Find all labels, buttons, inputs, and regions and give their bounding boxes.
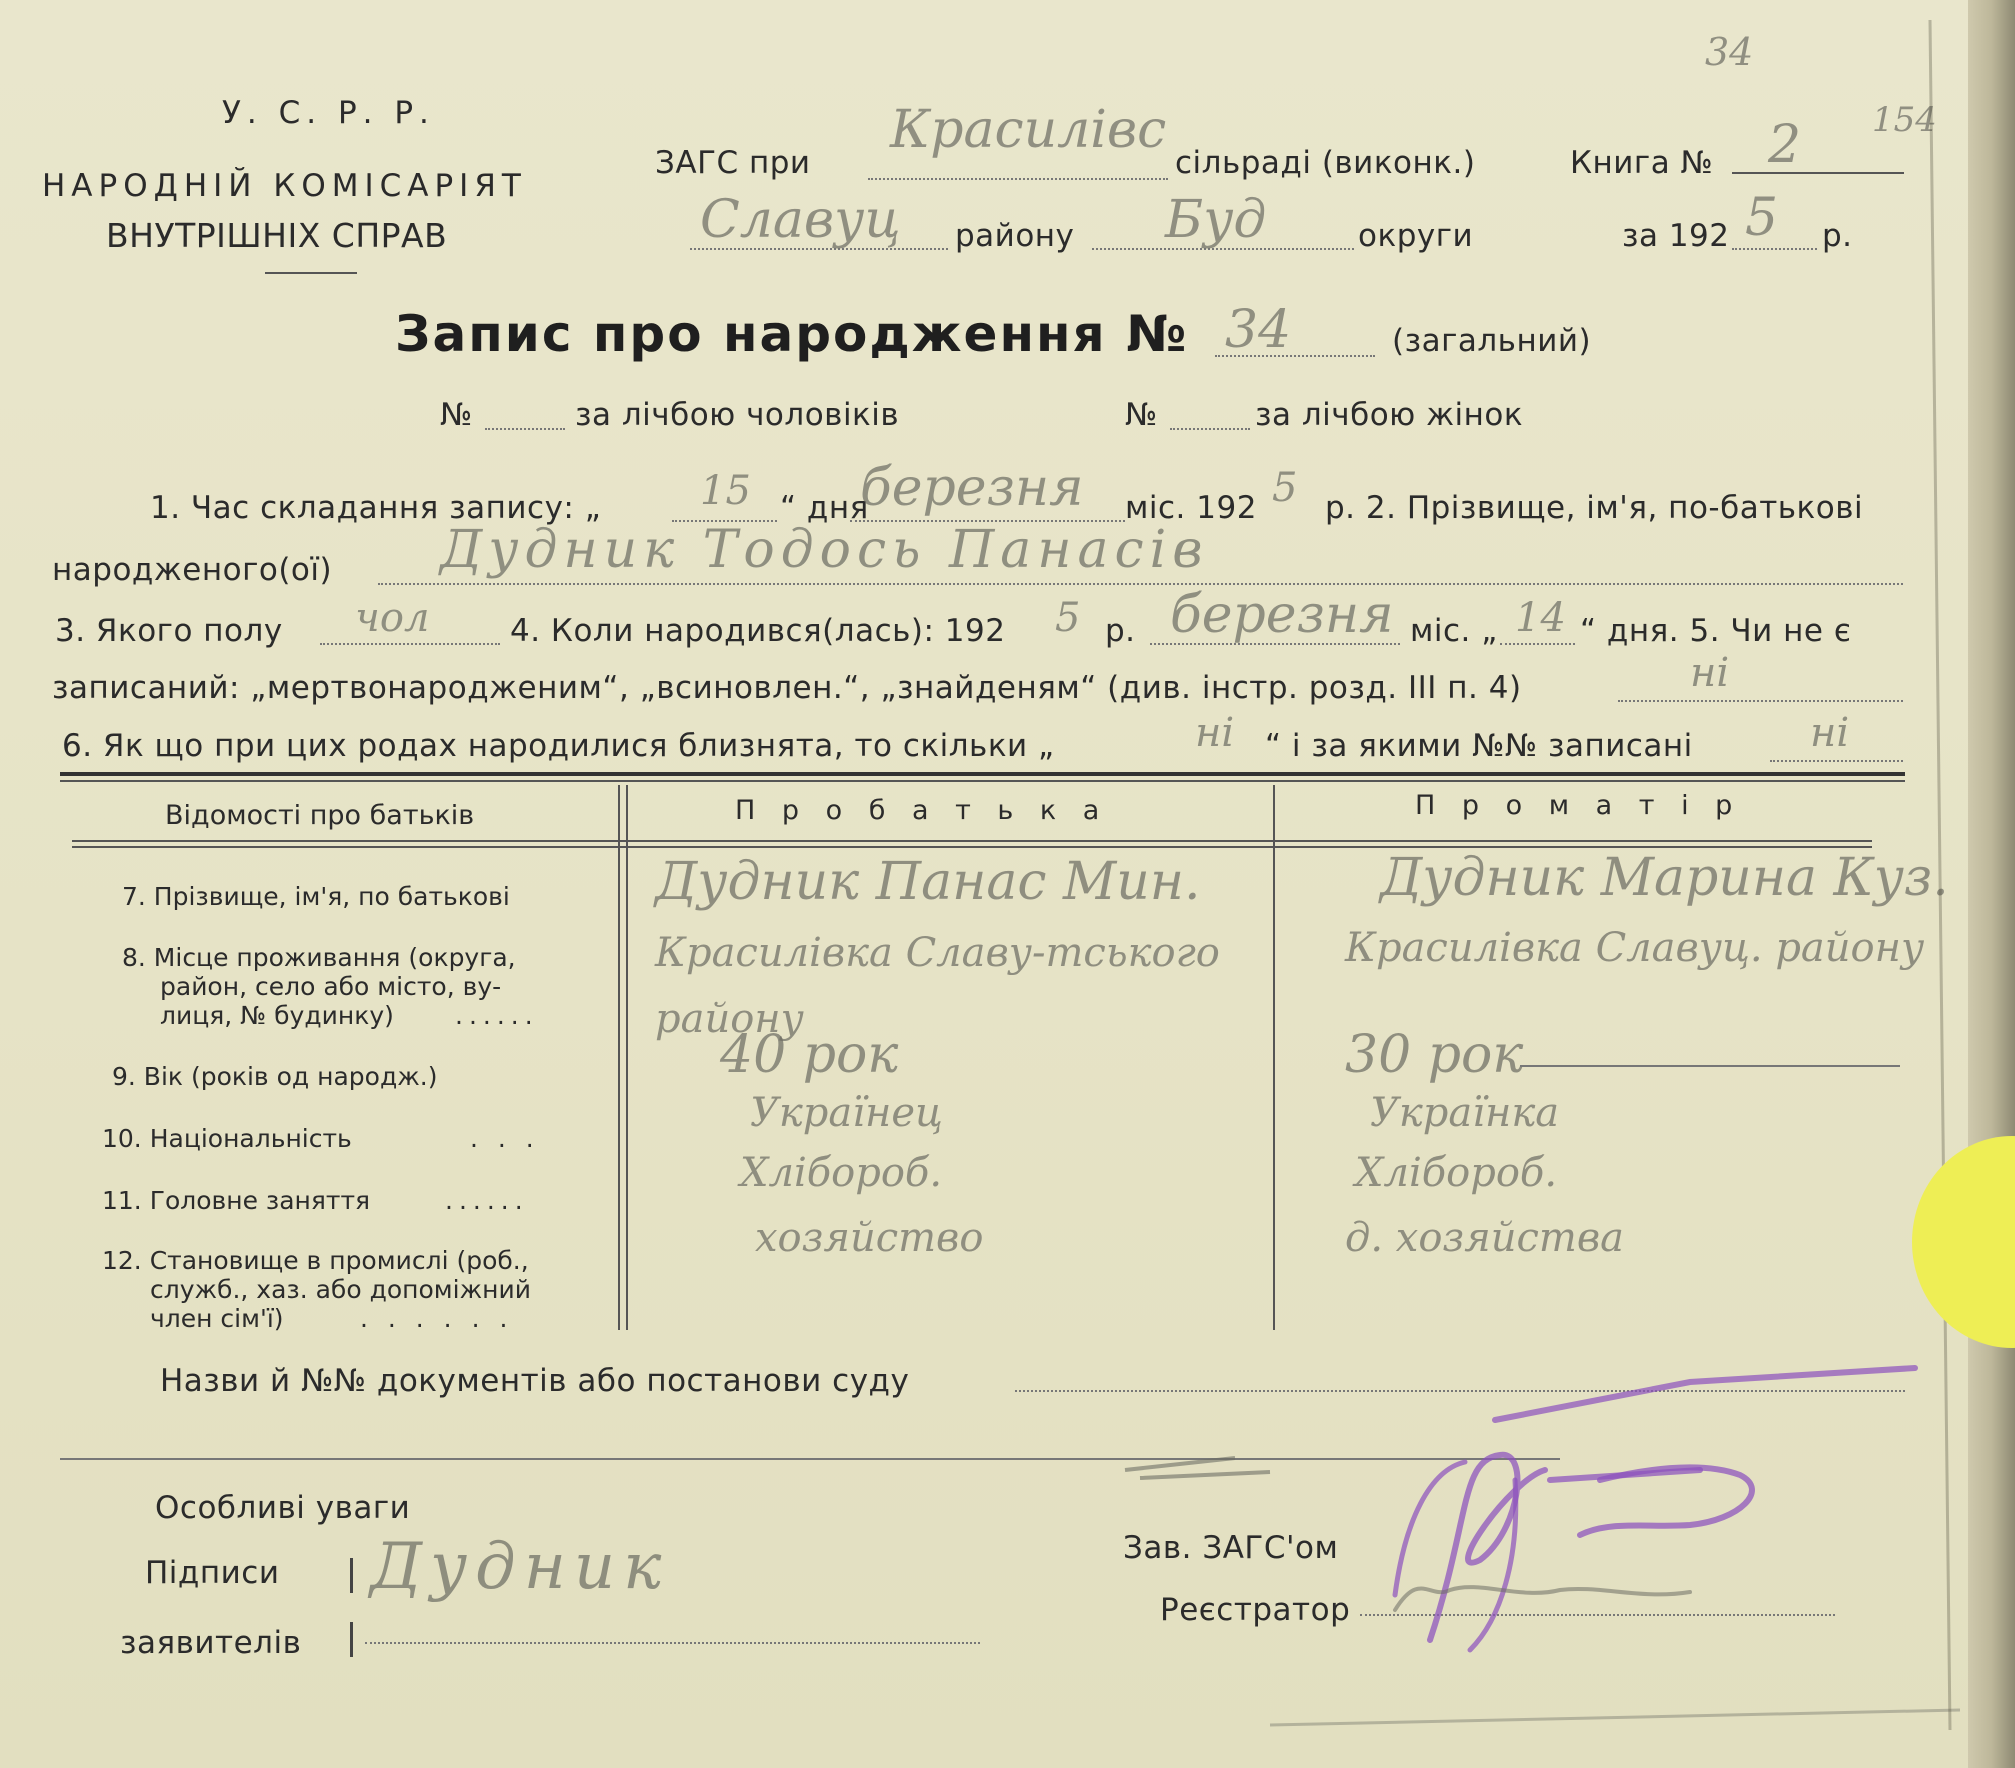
field1-month: березня <box>860 458 1084 518</box>
father-name: Дудник Панас Мин. <box>655 852 1201 912</box>
row12-label-l1: 12. Становище в промислі (роб., <box>102 1246 529 1275</box>
row7-label: 7. Прізвище, ім'я, по батькові <box>122 882 510 911</box>
signatures-label-1: Підписи <box>145 1555 280 1591</box>
child-full-name: Дудник Тодось Панасів <box>440 520 1209 580</box>
zags-label: ЗАГС при <box>655 145 811 181</box>
row12-leader: . . . . . . <box>360 1304 514 1333</box>
year-value: 5 <box>1745 188 1779 248</box>
violet-signature-j <box>1470 1480 1516 1650</box>
book-value: 2 <box>1768 115 1802 175</box>
mother-age: 30 рок <box>1345 1025 1524 1085</box>
registrar-label: Реєстратор <box>1160 1592 1351 1628</box>
applicant-signature: Дудник <box>370 1530 670 1604</box>
record-number: 34 <box>1225 300 1292 360</box>
mother-occupation: Хлібороб. <box>1355 1150 1558 1196</box>
men-number-label: № <box>440 397 473 433</box>
row9-label: 9. Вік (років од народж.) <box>112 1062 438 1091</box>
rayon-value: Славуц <box>700 190 901 250</box>
women-number-label: № <box>1125 397 1158 433</box>
father-nationality: Українец <box>750 1090 943 1136</box>
violet-signature-arc <box>1395 1462 1465 1595</box>
field4-day-label: “ дня. 5. Чи не є <box>1580 613 1852 649</box>
record-general-suffix: (загальний) <box>1392 323 1592 359</box>
zags-head-label: Зав. ЗАГС'ом <box>1123 1530 1339 1566</box>
field2-label-cont: народженого(ої) <box>52 552 333 588</box>
table-header-mother: П р о м а т і р <box>1415 790 1742 821</box>
field3-label: 3. Якого полу <box>55 613 283 649</box>
rayon-label: району <box>955 218 1075 254</box>
notes-label: Особливі уваги <box>155 1490 411 1526</box>
corner-note: 154 <box>1872 100 1937 140</box>
page-number: 34 <box>1705 30 1754 74</box>
okrug-label: округи <box>1358 218 1474 254</box>
row8-label-l2: район, село або місто, ву- <box>160 972 502 1001</box>
ussr-heading: У. С. Р. Р. <box>222 95 435 131</box>
women-count-label: за лічбою жінок <box>1255 397 1524 433</box>
row12-label-l2: служб., хаз. або допоміжний <box>150 1275 531 1304</box>
men-count-label: за лічбою чоловіків <box>575 397 900 433</box>
page-curl-line <box>1930 20 1950 1730</box>
row10-label: 10. Національність <box>102 1124 352 1153</box>
field4-r: р. <box>1105 613 1136 649</box>
grey-dash <box>1125 1458 1270 1478</box>
commissariat-line2: ВНУТРІШНІХ СПРАВ <box>106 216 448 255</box>
table-header-info: Відомості про батьків <box>165 800 475 831</box>
row8-leader: ...... <box>455 1001 539 1030</box>
year-label: за 192 <box>1622 218 1730 254</box>
commissariat-line1: НАРОДНІЙ КОМІСАРІЯТ <box>42 168 527 204</box>
signatures-label-2: заявителів <box>120 1625 302 1661</box>
bottom-faint-line <box>1270 1710 1960 1725</box>
field6-label-mid: “ і за якими №№ записані <box>1265 728 1693 764</box>
row10-leader: . . . <box>470 1124 540 1153</box>
father-age: 40 рок <box>720 1025 899 1085</box>
child-sex: чол <box>355 595 430 641</box>
twins-count: ні <box>1195 710 1235 756</box>
silradi-label: сільраді (виконк.) <box>1175 145 1476 181</box>
documents-label: Назви й №№ документів або постанови суду <box>160 1363 910 1399</box>
field4-mis: міс. „ <box>1410 613 1498 649</box>
mother-status: д. хозяйства <box>1345 1215 1624 1261</box>
father-residence: Красилівка Славу-тського району <box>655 930 1220 1042</box>
year-suffix: р. <box>1822 218 1853 254</box>
table-header-father: П р о б а т ь к а <box>735 795 1109 826</box>
violet-stroke-top <box>1495 1368 1915 1420</box>
mother-residence: Красилівка Славуц. району <box>1345 925 1925 971</box>
field5-label: записаний: „мертвонародженим“, „всиновлен.“, „знайденям“ (див. інстр. розд. III п. 4) <box>52 670 1522 706</box>
violet-signature-loop <box>1430 1455 1545 1640</box>
field6-label: 6. Як що при цих родах народилися близнята, то скільки „ <box>62 728 1055 764</box>
field2-label: р. 2. Прізвище, ім'я, по-батькові <box>1325 490 1864 526</box>
field1-label: 1. Час складання запису: „ <box>150 490 602 526</box>
okrug-value: Буд <box>1165 190 1267 250</box>
twins-records: ні <box>1810 710 1850 756</box>
book-spine-edge <box>1968 0 2015 1768</box>
row12-label-l3: член сім'ї) <box>150 1304 284 1333</box>
field1-year: 5 <box>1272 465 1298 511</box>
father-status: хозяйство <box>755 1215 984 1261</box>
mother-name: Дудник Марина Куз. <box>1380 848 1949 908</box>
field4-label: 4. Коли народився(лась): 192 <box>510 613 1006 649</box>
record-title: Запис про народження № <box>395 305 1189 363</box>
field1-day-label: “ дня <box>780 490 869 526</box>
field1-mis: міс. 192 <box>1125 490 1257 526</box>
row11-leader: ...... <box>445 1186 529 1215</box>
book-label: Книга № <box>1570 145 1714 181</box>
zags-value: Красилівс <box>890 100 1167 160</box>
field5-value: ні <box>1690 650 1730 696</box>
field1-day: 15 <box>700 468 751 514</box>
father-occupation: Хлібороб. <box>740 1150 943 1196</box>
field4-year: 5 <box>1055 595 1081 641</box>
field4-month: березня <box>1170 585 1394 645</box>
row8-label-l1: 8. Місце проживання (округа, <box>122 943 516 972</box>
field4-day: 14 <box>1515 595 1566 641</box>
row11-label: 11. Головне заняття <box>102 1186 371 1215</box>
mother-nationality: Українка <box>1370 1090 1560 1136</box>
row8-label-l3: лиця, № будинку) <box>160 1001 394 1030</box>
